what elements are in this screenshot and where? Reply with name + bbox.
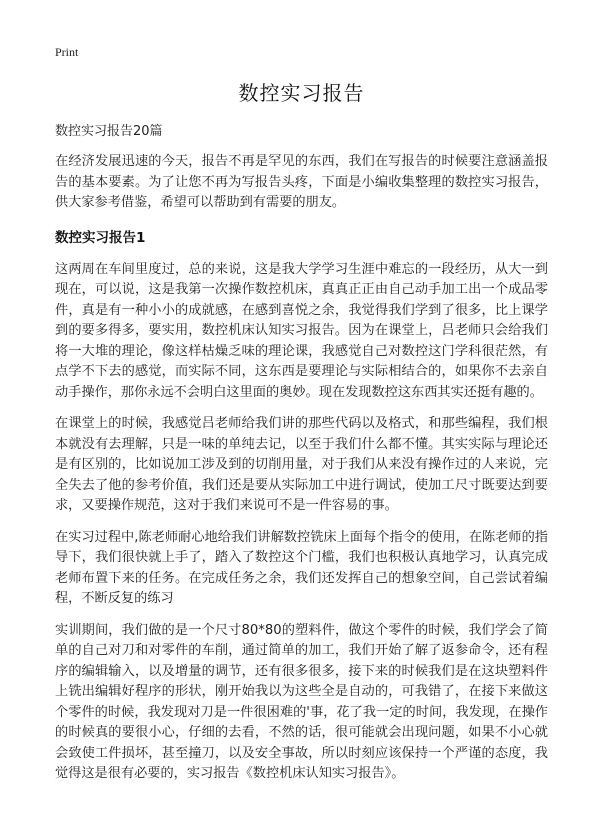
- body-paragraph-2: 在课堂上的时候，我感觉吕老师给我们讲的那些代码以及格式，和那些编程，我们根本就没有去理解，只是一味的单纯去记，以至于我们什么都不懂。其实实际与理论还是有区别的，比如说加工涉及到的切削用量，对于我们从来没有操作过的人来说，完全失去了他的参考价值，我们还是要从实际加工中进行调试，使加工尺寸既要达到要求，又要操作规范，这对于我们来说可不是一件容易的事。: [55, 416, 548, 513]
- page-title: 数控实习报告: [238, 81, 365, 105]
- section-heading: 数控实习报告1: [55, 229, 146, 246]
- body-paragraph-1: 这两周在车间里度过，总的来说，这是我大学学习生涯中难忘的一段经历，从大一到现在，可以说，这是我第一次操作数控机床，真真正正由自己动手加工出一个成品零件，真是有一种小小的成就感，在感到喜悦之余，我觉得我们学到了很多，比上课学到的要多得多，要实用，数控机床认知实习报告。因为在课堂上，吕老师只会给我们将一大堆的理论，像这样枯燥乏味的理论课，我感觉自己对数控这门学科很茫然，有点学不下去的感觉，而实际不同，这东西是要理论与实际相结合的，如果你不去亲自动手操作，那你永远不会明白这里面的奥妙。现在发现数控这东西其实还挺有趣的。: [55, 261, 548, 400]
- body-paragraph-4: 实训期间，我们做的是一个尺寸80*80的塑料件，做这个零件的时候，我们学会了简单的自己对刀和对零件的车削，通过简单的加工，我们开始了解了返参命令，还有程序的编辑输入，以及增量的调节，还有很多很多，接下来的时候我们是在这块塑料件上铣出编辑好程序的形状，刚开始我以为这些全是自动的，可我错了，在接下来做这个零件的时候，我发现对刀是一件很困难的'事，花了我一定的时间，我发现，在操作的时候真的要很小心，仔细的去看，不然的话，很可能就会出现问题，如果不小心就会致使工件损坏，甚至撞刀，以及安全事故，所以时刻应该保持一个严谨的态度，我觉得这是很有必要的，实习报告《数控机床认知实习报告》。: [55, 622, 548, 781]
- document-subtitle: 数控实习报告20篇: [55, 124, 163, 139]
- intro-paragraph: 在经济发展迅速的今天，报告不再是罕见的东西，我们在写报告的时候要注意涵盖报告的基本要素。为了让您不再为写报告头疼，下面是小编收集整理的数控实习报告，供大家参考借鉴，希望可以帮助到有需要的朋友。: [55, 154, 548, 210]
- body-paragraph-3: 在实习过程中,陈老师耐心地给我们讲解数控铣床上面每个指令的使用，在陈老师的指导下，我们很快就上手了，踏入了数控这个门槛，我们也积极认真地学习，认真完成老师布置下来的任务。在完成任务之余，我们还发挥自己的想象空间，自己尝试着编程，不断反复的练习: [55, 529, 548, 606]
- print-link[interactable]: Print: [55, 45, 79, 59]
